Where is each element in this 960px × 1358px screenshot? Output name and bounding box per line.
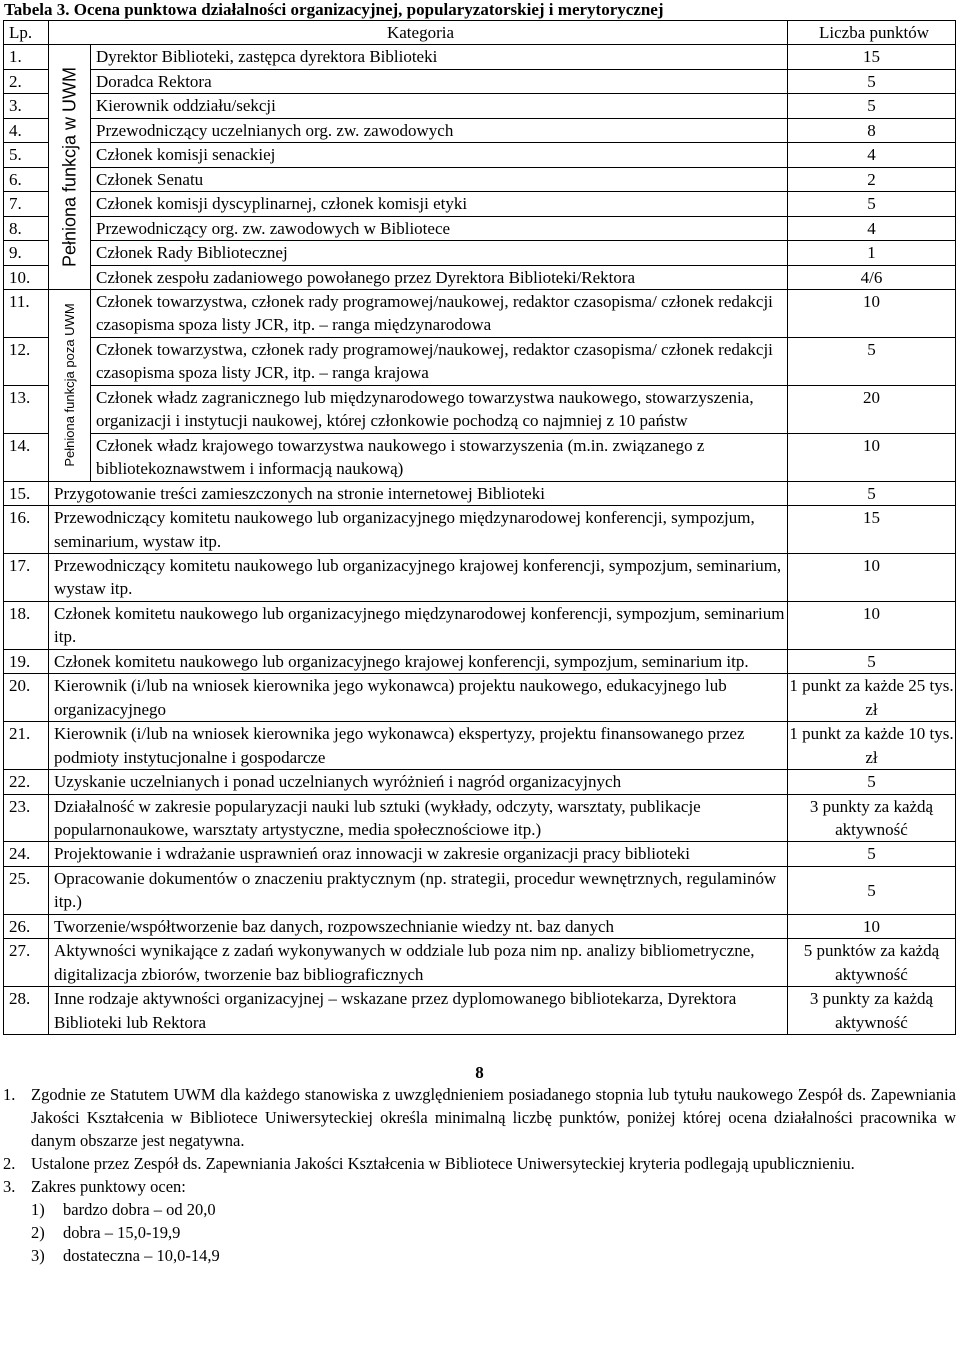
row-category: Członek Rady Bibliotecznej	[91, 241, 788, 265]
row-number: 17.	[4, 553, 49, 601]
row-number: 8.	[4, 216, 49, 240]
row-category: Uzyskanie uczelnianych i ponad uczelnianych wyróżnień i nagród organizacyjnych	[49, 770, 788, 794]
table-row	[4, 45, 956, 69]
row-category: Przewodniczący uczelnianych org. zw. zawodowych	[91, 118, 788, 142]
row-number: 1.	[4, 45, 49, 69]
header-lp: Lp.	[4, 21, 49, 45]
row-points: 5	[788, 69, 956, 93]
row-number: 15.	[4, 481, 49, 505]
footnote-text: Ustalone przez Zespół ds. Zapewniania Jakości Kształcenia w Bibliotece Uniwersyteckiej kryteria podlegają upublicznieniu.	[31, 1154, 855, 1174]
table-row	[4, 481, 956, 505]
table-row	[4, 939, 956, 987]
row-number: 3.	[4, 94, 49, 118]
table-row	[4, 69, 956, 93]
row-number: 16.	[4, 506, 49, 554]
row-category: Członek towarzystwa, członek rady programowej/naukowej, redaktor czasopisma/ członek redakcji czasopisma spoza listy JCR, itp. – ranga międzynarodowa	[91, 289, 788, 337]
row-number: 5.	[4, 143, 49, 167]
group-label: Pełniona funkcja w UWM	[59, 67, 80, 268]
row-points: 5	[788, 842, 956, 866]
row-number: 7.	[4, 192, 49, 216]
table-row	[4, 722, 956, 770]
row-points: 1	[788, 241, 956, 265]
table-row	[4, 94, 956, 118]
footnote-item	[3, 1083, 956, 1152]
row-category: Członek zespołu zadaniowego powołanego przez Dyrektora Biblioteki/Rektora	[91, 265, 788, 289]
row-category: Kierownik (i/lub na wniosek kierownika jego wykonawca) projektu naukowego, edukacyjnego lub organizacyjnego	[49, 674, 788, 722]
row-number: 22.	[4, 770, 49, 794]
table-row	[4, 553, 956, 601]
table-row	[4, 265, 956, 289]
row-points: 8	[788, 118, 956, 142]
row-points: 5	[788, 192, 956, 216]
group-label-cell	[49, 45, 91, 290]
row-points: 5	[788, 770, 956, 794]
row-category: Przygotowanie treści zamieszczonych na stronie internetowej Biblioteki	[49, 481, 788, 505]
footnote-number: 2.	[3, 1154, 16, 1174]
row-points: 5	[788, 337, 956, 385]
grade-scale-item	[3, 1244, 956, 1267]
row-points: 1 punkt za każde 25 tys. zł	[788, 674, 956, 722]
row-category: Projektowanie i wdrażanie usprawnień oraz innowacji w zakresie organizacji pracy biblioteki	[49, 842, 788, 866]
grade-scale-item	[3, 1198, 956, 1221]
table-row	[4, 337, 956, 385]
row-category: Kierownik (i/lub na wniosek kierownika jego wykonawca) ekspertyzy, projektu finansowanego przez podmioty instytucjonalne i gospodarcze	[49, 722, 788, 770]
row-points: 20	[788, 385, 956, 433]
row-category: Członek komisji dyscyplinarnej, członek komisji etyki	[91, 192, 788, 216]
row-points: 5	[788, 649, 956, 673]
row-points: 2	[788, 167, 956, 191]
row-number: 19.	[4, 649, 49, 673]
row-category: Tworzenie/współtworzenie baz danych, rozpowszechnianie wiedzy nt. baz danych	[49, 914, 788, 938]
grade-text: dobra – 15,0-19,9	[63, 1223, 181, 1243]
table-row	[4, 866, 956, 914]
table-row	[4, 794, 956, 842]
row-category: Członek władz krajowego towarzystwa naukowego i stowarzyszenia (m.in. związanego z bibliotekoznawstwem i informacją naukową)	[91, 433, 788, 481]
row-category: Członek Senatu	[91, 167, 788, 191]
grade-text: bardzo dobra – od 20,0	[63, 1200, 216, 1220]
row-category: Członek władz zagranicznego lub międzynarodowego towarzystwa naukowego, stowarzyszenia, organizacji i instytucji naukowej, której członkowie pochodzą co najmniej z 10 państw	[91, 385, 788, 433]
row-points: 4/6	[788, 265, 956, 289]
row-number: 14.	[4, 433, 49, 481]
table-row	[4, 649, 956, 673]
table-row	[4, 167, 956, 191]
footnotes	[3, 1083, 956, 1267]
row-number: 27.	[4, 939, 49, 987]
footnote-text: Zakres punktowy ocen:	[31, 1177, 186, 1197]
table-row	[4, 118, 956, 142]
row-points: 10	[788, 289, 956, 337]
row-number: 2.	[4, 69, 49, 93]
table-row	[4, 601, 956, 649]
row-category: Członek komitetu naukowego lub organizacyjnego krajowej konferencji, sympozjum, seminarium itp.	[49, 649, 788, 673]
row-points: 3 punkty za każdą aktywność	[788, 987, 956, 1035]
row-number: 25.	[4, 866, 49, 914]
row-points: 10	[788, 433, 956, 481]
row-points: 10	[788, 553, 956, 601]
row-points: 15	[788, 45, 956, 69]
table-row	[4, 216, 956, 240]
row-category: Przewodniczący org. zw. zawodowych w Bibliotece	[91, 216, 788, 240]
table-row	[4, 842, 956, 866]
row-number: 23.	[4, 794, 49, 842]
row-category: Opracowanie dokumentów o znaczeniu praktycznym (np. strategii, procedur wewnętrznych, regulaminów itp.)	[49, 866, 788, 914]
row-category: Doradca Rektora	[91, 69, 788, 93]
table-row	[4, 241, 956, 265]
row-points: 4	[788, 143, 956, 167]
row-points: 5 punktów za każdą aktywność	[788, 939, 956, 987]
row-points: 5	[788, 866, 956, 914]
row-category: Członek komisji senackiej	[91, 143, 788, 167]
table-row	[4, 914, 956, 938]
row-category: Członek komitetu naukowego lub organizacyjnego międzynarodowej konferencji, sympozjum, seminarium itp.	[49, 601, 788, 649]
row-category: Dyrektor Biblioteki, zastępca dyrektora Biblioteki	[91, 45, 788, 69]
row-number: 9.	[4, 241, 49, 265]
row-number: 6.	[4, 167, 49, 191]
group-label: Pełniona funkcja poza UWM	[61, 303, 77, 467]
header-points: Liczba punktów	[788, 21, 956, 45]
row-number: 10.	[4, 265, 49, 289]
table-header-row	[4, 21, 956, 45]
row-points: 5	[788, 481, 956, 505]
footnote-text: Zgodnie ze Statutem UWM dla każdego stanowiska z uwzględnieniem posiadanego stopnia lub tytułu naukowego Zespół ds. Zapewniania Jakości Kształcenia w Bibliotece Uniwersyteckiej określa minimalną liczbę punktów, poniżej której ocena działalności pracownika w danym obszarze jest negatywna.	[31, 1085, 956, 1151]
row-number: 12.	[4, 337, 49, 385]
table-row	[4, 385, 956, 433]
row-points: 3 punkty za każdą aktywność	[788, 794, 956, 842]
footnote-item	[3, 1152, 956, 1175]
table-row	[4, 506, 956, 554]
row-points: 10	[788, 914, 956, 938]
group-label-cell	[49, 289, 91, 481]
grade-text: dostateczna – 10,0-14,9	[63, 1246, 220, 1266]
row-number: 28.	[4, 987, 49, 1035]
table-row	[4, 987, 956, 1035]
grade-scale-item	[3, 1221, 956, 1244]
row-number: 11.	[4, 289, 49, 337]
row-number: 4.	[4, 118, 49, 142]
row-category: Członek towarzystwa, członek rady programowej/naukowej, redaktor czasopisma/ członek redakcji czasopisma spoza listy JCR, itp. – ranga krajowa	[91, 337, 788, 385]
grade-number: 2)	[31, 1223, 45, 1243]
row-number: 13.	[4, 385, 49, 433]
table-row	[4, 433, 956, 481]
row-points: 4	[788, 216, 956, 240]
header-category: Kategoria	[49, 21, 788, 45]
table-row	[4, 674, 956, 722]
table-row	[4, 143, 956, 167]
grade-number: 1)	[31, 1200, 45, 1220]
row-number: 26.	[4, 914, 49, 938]
row-category: Działalność w zakresie popularyzacji nauki lub sztuki (wykłady, odczyty, warsztaty, publikacje popularnonaukowe, warsztaty artystyczne, media społecznościowe itp.)	[49, 794, 788, 842]
row-points: 15	[788, 506, 956, 554]
footnote-item	[3, 1175, 956, 1198]
row-category: Przewodniczący komitetu naukowego lub organizacyjnego międzynarodowej konferencji, sympozjum, seminarium, wystaw itp.	[49, 506, 788, 554]
footnote-number: 3.	[3, 1177, 16, 1197]
row-points: 10	[788, 601, 956, 649]
grade-number: 3)	[31, 1246, 45, 1266]
row-category: Przewodniczący komitetu naukowego lub organizacyjnego krajowej konferencji, sympozjum, seminarium, wystaw itp.	[49, 553, 788, 601]
row-points: 1 punkt za każde 10 tys. zł	[788, 722, 956, 770]
row-category: Kierownik oddziału/sekcji	[91, 94, 788, 118]
footnote-number: 1.	[3, 1085, 16, 1105]
table-row	[4, 770, 956, 794]
row-points: 5	[788, 94, 956, 118]
document-page	[3, 0, 956, 1267]
table-title: Tabela 3. Ocena punktowa działalności organizacyjnej, popularyzatorskiej i merytorycznej	[4, 0, 664, 19]
row-number: 20.	[4, 674, 49, 722]
table-row	[4, 289, 956, 337]
row-category: Aktywności wynikające z zadań wykonywanych w oddziale lub poza nim np. analizy bibliometryczne, digitalizacja zbiorów, tworzenie baz bibliograficznych	[49, 939, 788, 987]
page-number: 8	[475, 1063, 484, 1083]
table-row	[4, 192, 956, 216]
row-number: 24.	[4, 842, 49, 866]
row-number: 18.	[4, 601, 49, 649]
row-category: Inne rodzaje aktywności organizacyjnej – wskazane przez dyplomowanego bibliotekarza, Dyrektora Biblioteki lub Rektora	[49, 987, 788, 1035]
scoring-table	[3, 20, 956, 1035]
row-number: 21.	[4, 722, 49, 770]
